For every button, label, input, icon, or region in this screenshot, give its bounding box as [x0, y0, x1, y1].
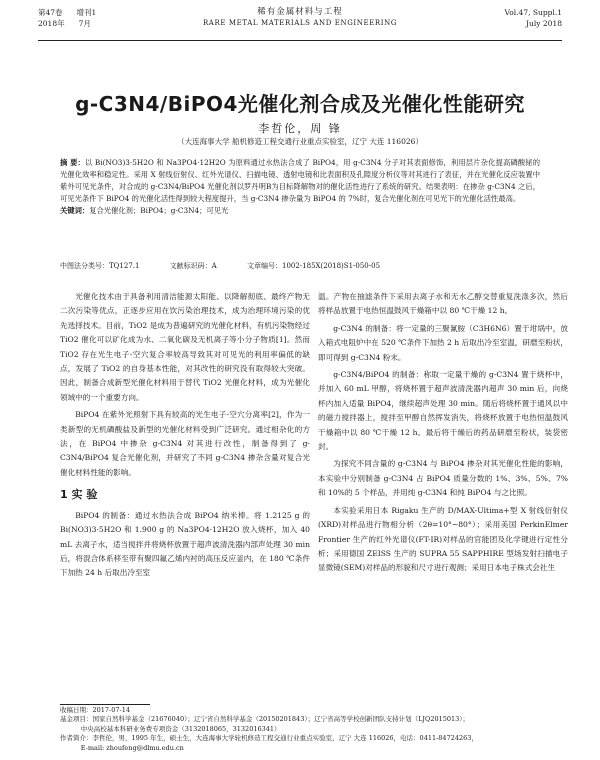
classification-line: [60, 261, 540, 271]
body-column-right: [318, 290, 568, 579]
paragraph: 光催化技术由于具备利用清洁能源太阳能、以降解彻底、最终产物无二次污染等优点，正逐步应用在饮污染治理技术，成为治理环境污染的优先选择技术。目前，TiO2 是成为普遍研究的光催化材料，有机污染物经过 TiO2 催化可以矿化成为水、二氧化碳及无机离子等小分子物质[1]。然而 TiO2 存在光生电子-空穴复合率较高导致其对可见光的利用率偏低的缺点，发展了 TiO2 的自身基本性能，对其改性的研究没有取得较大突破。因此，制备合成新型光催化材料用于替代 TiO2 光催化材料，成为光催化领域中的一个重要方向。: [60, 292, 310, 402]
keywords-label: 关键词：: [60, 206, 90, 215]
volume-en: Vol.47, Suppl.1: [504, 8, 562, 17]
date-en: July 2018: [526, 19, 562, 28]
article-number: 文章编号：1002-185X(2018)S1-050-05: [246, 262, 381, 270]
funding-continued: 中央高校基本科研业务费专项资金（3132018065，3132016341）: [80, 724, 281, 733]
email: E-mail: zhoufeng@dlmu.edu.cn: [80, 743, 184, 752]
funding: 基金项目：国家自然科学基金（21676040）；辽宁省自然科学基金（20150201843）；辽宁省高等学校创新团队支持计划（LJQ2015013）；: [60, 715, 470, 724]
paragraph: BiPO4 的制备：通过水热法合成 BiPO4 纳米棒。将 1.2125 g 的 Bi(NO3)3·5H2O 和 1.900 g 的 Na3PO4·12H2O 放入烧杯，加入 40 mL 去离子水，适当搅拌并将烧杯放置于超声波清洗器内部声处理 30 min 后，将混合体系移至带有聚四氟乙烯内衬的高压反应釜内，在 180 ℃条件下加热 24 h 后取出冷至室: [60, 510, 310, 578]
section-heading: 1 实 验: [60, 488, 98, 502]
journal-name-cn: 稀有金属材料与工程: [257, 7, 343, 17]
year-cn: 2018年: [38, 19, 65, 28]
volume-cn: 第47卷: [38, 8, 63, 17]
footnote-divider: [60, 704, 150, 705]
footnotes: [60, 706, 560, 753]
month-cn: 7月: [78, 19, 91, 28]
keywords: [60, 205, 540, 217]
received-date: 收稿日期：2017-07-14: [60, 706, 130, 714]
journal-name-en: RARE METAL MATERIALS AND ENGINEERING: [202, 19, 398, 27]
running-header: [38, 7, 562, 37]
paragraph: 温。产物在抽滤条件下采用去离子水和无水乙醇交替重复洗涤多次，然后将样品放置于电热恒温鼓风干燥箱中以 80 ℃干燥 12 h。: [318, 292, 568, 316]
paragraph: g-C3N4/BiPO4 的制备：称取一定量干燥的 g-C3N4 置于烧杯中，并加入 60 mL 甲醇，将烧杯置于超声波清洗器内超声 30 min 后，向烧杯内加入适量 BiPO4，继续超声处理 30 min。随后将烧杯置于通风以中的磁力搅拌器上，搅拌至甲醇自然挥发消失，将烧杯放置于电热恒温鼓风干燥箱中以 80 ℃干燥 12 h。最后将干燥后的药品研磨至粉状，装袋密封。: [318, 370, 568, 452]
paragraph: 本实验采用日本 Rigaku 生产的 D/MAX-Ultima+型 X 射线衍射仪(XRD)对样品进行物相分析（2θ=10°~80°）；采用美国 PerkinElmer Frontier 生产的红外光谱仪(FT-IR)对样品的官能团及化学键进行定性分析；采用德国 ZEISS 生产的 SUPRA 55 SAPPHIRE 型场发射扫描电子显微镜(SEM)对样品的形貌和尺寸进行观测；采用日本电子株式会社生: [318, 505, 568, 573]
paper-title: g-C3N4/BiPO4光催化剂合成及光催化性能研究: [75, 92, 525, 116]
keywords-text: 复合光催化剂；BiPO4；g-C3N4；可见光: [89, 206, 229, 215]
paragraph: g-C3N4 的制备：将一定量的三聚氰胺（C3H6N6）置于坩埚中，放入箱式电阻炉中在 520 ℃条件下加热 2 h 后取出冷至室温，研磨至粉状，即可得到 g-C3N4 粉末。: [318, 323, 568, 362]
author-bio: 作者简介：李哲伦，男，1995 年生，硕士生，大连海事大学轮机修造工程交通行业重点实验室，辽宁 大连 116026，电话：0411-84724263，: [60, 734, 478, 743]
abstract-body: [60, 157, 540, 205]
abstract-text: 以 Bi(NO3)3·5H2O 和 Na3PO4·12H2O 为原料通过水热法合成了 BiPO4，用 g-C3N4 分子对其表面修饰，利用层片杂化提高磷酸铋的光催化效率和稳定性。采用 X 射线衍射仪、红外光谱仪、扫描电镜、透射电镜和比表面积及孔隙度分析仪等对其进行了表征，并在光催化反应装置中紫外可见光条件，对合成的 g-C3N4/BiPO4 光催化剂以罗丹明B为目标降解物对的催化活性进行了系统的研究。结果表明：在掺杂 g-C3N4 之后，可见光条件下 BiPO4 的光催化活性得到较大程度提升，当 g-C3N4 掺杂量为 BiPO4 的 7%时，复合光催化剂在可见光下的光催化活性最高。: [60, 158, 540, 203]
paragraph: 为探究不同含量的 g-C3N4 与 BiPO4 掺杂对其光催化性能的影响，本实验中分别制备 g-C3N4 占 BiPO4 质量分数的 1%、3%、5%、7%和 10%的 5 个样品，并用纯 g-C3N4 和纯 BiPO4 与之比照。: [318, 459, 568, 498]
paragraph: BiPO4 在紫外光照射下具有较高的光生电子-空穴分离率[2]，作为一类新型的无机磷酸盐及新型的光催化材料受到广泛研究。通过相杂化的方法，在 BiPO4 中掺杂 g-C3N4 对其进行改性，制备得到了 g-C3N4/BiPO4 复合光催化剂，并研究了不同 g-C3N4 掺杂含量对复合光催化材料性能的影响。: [60, 410, 310, 477]
supplement-cn: 增刊1: [76, 8, 97, 17]
body-column-left: [60, 290, 310, 584]
clc-number: 中图法分类号：TQ127.1: [60, 262, 140, 270]
header-center: [38, 7, 562, 29]
header-divider: [38, 40, 562, 41]
authors: 李哲伦，周 锋: [258, 122, 342, 135]
document-code: 文献标识码：A: [169, 262, 217, 270]
abstract: [60, 157, 540, 217]
affiliation: （大连海事大学 船机修造工程交通行业重点实验室，辽宁 大连 116026）: [177, 137, 423, 146]
header-right: [505, 7, 562, 29]
abstract-label: 摘 要：: [60, 158, 85, 167]
